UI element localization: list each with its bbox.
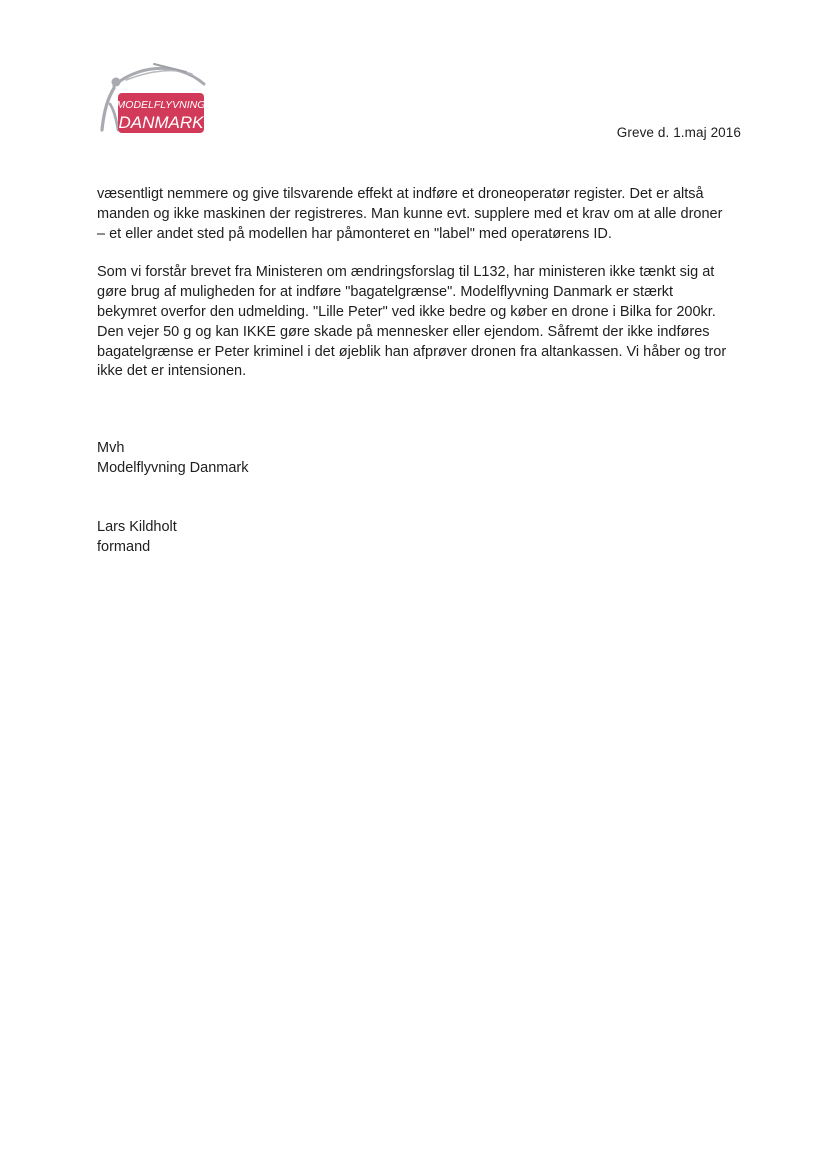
letter-body xyxy=(97,185,747,382)
letter-date: Greve d. 1.maj 2016 xyxy=(616,125,741,140)
paragraph-1 xyxy=(97,185,747,244)
closing-greeting: Mvh xyxy=(97,440,125,456)
text-line: Som vi forstår brevet fra Ministeren om ændringsforslag til L132, har ministeren ikke tænkt sig at xyxy=(97,264,715,281)
signature-block xyxy=(97,517,177,557)
text-line: gøre brug af muligheden for at indføre "bagatelgrænse". Modelflyvning Danmark er stærkt xyxy=(97,284,674,301)
signature-title: formand xyxy=(97,539,151,555)
closing-block xyxy=(97,438,249,478)
text-line: bekymret overfor den udmelding. "Lille Peter" ved ikke bedre og køber en drone i Bilka for 200kr. xyxy=(97,303,716,320)
text-line: væsentligt nemmere og give tilsvarende effekt at indføre et droneoperatør register. Det er altså xyxy=(97,186,704,202)
modelflyvning-danmark-logo xyxy=(96,58,218,140)
text-line: manden og ikke maskinen der registreres. Man kunne evt. supplere med et krav om at alle droner xyxy=(97,205,723,222)
closing-organization: Modelflyvning Danmark xyxy=(97,460,249,476)
text-line: bagatelgrænse er Peter kriminel i det øjeblik han afprøver dronen fra altankassen. Vi håber og tror xyxy=(97,343,727,360)
text-line: ikke det er intensionen. xyxy=(97,363,247,380)
text-line: Den vejer 50 g og kan IKKE gøre skade på mennesker eller ejendom. Såfremt der ikke indføres xyxy=(97,323,710,340)
signature-name: Lars Kildholt xyxy=(97,519,177,535)
logo-graphic xyxy=(96,58,218,140)
paragraph-2 xyxy=(97,263,747,382)
logo-line1: MODELFLYVNING xyxy=(116,99,206,111)
text-line: – et eller andet sted på modellen har påmonteret en "label" med operatørens ID. xyxy=(97,225,612,242)
logo-line2: DANMARK xyxy=(118,113,204,132)
